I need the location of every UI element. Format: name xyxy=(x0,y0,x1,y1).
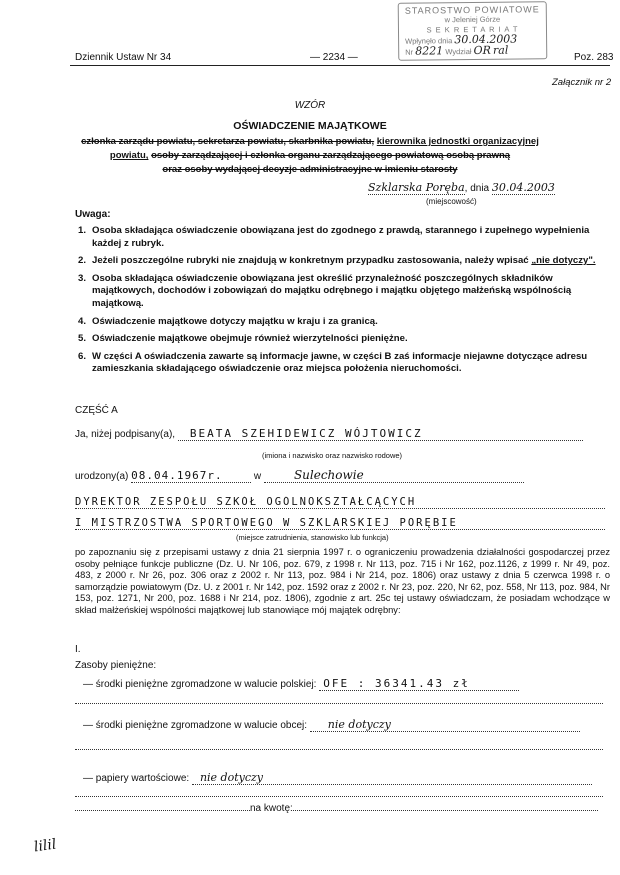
note-number: 4. xyxy=(78,315,87,327)
amount-field xyxy=(293,810,598,811)
notes-label: Uwaga: xyxy=(75,209,111,220)
birth-in: w xyxy=(253,471,262,482)
birth-prefix: urodzony(a) xyxy=(75,471,129,482)
amount-leader xyxy=(75,810,250,811)
birth-date: 08.04.1967r. xyxy=(131,469,251,483)
note-item xyxy=(78,316,610,329)
amount-label: na kwotę: xyxy=(250,803,293,814)
note-item xyxy=(78,225,610,250)
note-number: 3. xyxy=(78,272,87,284)
stamp-city: w Jeleniej Górze xyxy=(444,14,501,25)
note-text-wrap xyxy=(92,255,596,268)
stamp-nr-label: Nr xyxy=(405,47,414,57)
stamp-extra: ral xyxy=(492,43,509,57)
job-caption: (miejsce zatrudnienia, stanowisko lub funkcja) xyxy=(236,533,389,542)
foreign-label: — środki pieniężne zgromadzone w walucie obcej: xyxy=(83,720,308,731)
note-quote: „nie dotyczy". xyxy=(531,255,596,267)
stamp-received-date: 30.04.2003 xyxy=(454,32,518,47)
job-line-1: DYREKTOR ZESPOŁU SZKÓŁ OGÓLNOKSZTAŁCĄCYCH xyxy=(75,496,605,509)
legal-text: po zapoznaniu się z przepisami ustawy z dnia 21 sierpnia 1997 r. o ograniczeniu prowadzenia działalności gospodarczej przez osoby pełniące funkcje publiczne (Dz. U. Nr 106, poz. 679, z 1998 r. Nr 113, poz. 715 i Nr 162, poz.1126, z 1999 r. Nr 49, poz. 483, z 2000 r. Nr 26, poz. 306 oraz z 2002 r. Nr 113, poz. 984 i Nr 214, poz. 1806) oraz ustawy z dnia 5 czerwca 1998 r. o samorządzie powiatowym (Dz. U. z 2001 r. Nr 142, poz. 1592 oraz z 2002 r. Nr 23, poz. 220, Nr 62, poz. 558, Nr 113, poz. 984, Nr 153, poz. 1271, Nr 200, poz. 1688 i Nr 214, poz. 1806), zgodnie z art. 25c tej ustawy oświadczam, że posiadam wchodzące w skład małżeńskiej wspólności majątkowej lub stanowiące mój majątek odrębny: xyxy=(75,547,610,615)
name-handwritten: BEATA SZEHIDEWICZ WÓJTOWICZ xyxy=(178,427,583,441)
stamp-dept: S E K R E T A R I A T xyxy=(426,24,519,35)
note-item xyxy=(78,351,610,376)
name-caption: (imiona i nazwisko oraz nazwisko rodowe) xyxy=(262,451,403,460)
registry-stamp xyxy=(398,1,548,61)
note-number: 1. xyxy=(78,225,87,236)
title-line-1 xyxy=(0,136,620,147)
stamp-dept-value: OR xyxy=(473,43,491,57)
title-line-1-kept: kierownika jednostki organizacyjnej xyxy=(376,136,539,147)
place-date-row xyxy=(368,181,555,194)
date-prefix: , dnia xyxy=(464,183,490,194)
stamp-nr-row xyxy=(405,45,540,57)
note-text: Osoba składająca oświadczenie obowiązana jest do zgodnego z prawdą, starannego i zupełnego wypełnienia każdej z rubryk. xyxy=(92,225,590,249)
title-line-3-struck: oraz osoby wydającej decyzje administracyjne w imieniu starosty xyxy=(162,164,458,175)
note-number: 2. xyxy=(78,255,87,267)
section-roman: I. xyxy=(75,644,81,655)
note-item xyxy=(78,273,610,311)
birth-place: Sulechowie xyxy=(264,468,524,483)
note-item xyxy=(78,333,610,346)
securities-value: nie dotyczy xyxy=(192,771,592,785)
securities-continuation-line xyxy=(75,795,603,797)
note-text: Jeżeli poszczególne rubryki nie znajdują w konkretnym przypadku zastosowania, należy wpisać xyxy=(92,255,529,267)
title-line-2-kept: powiatu, xyxy=(109,150,149,161)
title-line-2-struck: osoby zarządzającej i członka organu zarządzającego powiatową osobą prawną xyxy=(151,150,511,161)
note-text: Oświadczenie majątkowe obejmuje również wierzytelności pieniężne. xyxy=(92,333,408,345)
part-a-heading: CZĘŚĆ A xyxy=(75,405,118,416)
note-item xyxy=(78,255,610,268)
place-caption: (miejscowość) xyxy=(426,197,477,206)
note-number: 6. xyxy=(78,350,87,362)
notes-list xyxy=(78,225,610,376)
header-rule xyxy=(70,65,610,66)
date-handwritten: 30.04.2003 xyxy=(491,181,555,194)
pln-row xyxy=(83,677,519,691)
title-line-3 xyxy=(0,164,620,175)
stamp-dept-label: Wydział xyxy=(445,47,472,57)
note-text: W części A oświadczenia zawarte są informacje jawne, w części B zaś informacje niejawne dotyczące adresu zamieszkania składającego oświadczenie oraz miejsca położenia nieruchomości. xyxy=(92,350,588,375)
foreign-value: nie dotyczy xyxy=(310,718,580,732)
amount-row xyxy=(75,803,598,814)
title-line-2 xyxy=(0,150,620,161)
section-label: Zasoby pieniężne: xyxy=(75,660,157,671)
name-row xyxy=(75,427,615,441)
foreign-continuation-line xyxy=(75,748,603,750)
form-label: WZÓR xyxy=(294,100,326,111)
place-handwritten: Szklarska Poręba xyxy=(368,181,465,194)
attachment-label: Załącznik nr 2 xyxy=(552,77,612,88)
stamp-nr-value: 8221 xyxy=(415,44,444,58)
stamp-office: STAROSTWO POWIATOWE xyxy=(404,4,540,16)
job-line-2: I MISTRZOSTWA SPORTOWEGO W SZKLARSKIEJ PORĘBIE xyxy=(75,517,605,530)
journal-name: Dziennik Ustaw Nr 34 xyxy=(75,52,172,63)
pln-label: — środki pieniężne zgromadzone w walucie polskiej: xyxy=(83,679,317,690)
handwritten-initials: lilil xyxy=(32,836,58,856)
note-number: 5. xyxy=(78,333,87,345)
name-prefix: Ja, niżej podpisany(a), xyxy=(75,429,176,440)
page-number: — 2234 — xyxy=(310,52,358,63)
pln-continuation-line xyxy=(75,702,603,704)
stamp-received-label: Wpłynęło dnia xyxy=(405,36,453,46)
note-text: Osoba składająca oświadczenie obowiązana jest określić przynależność poszczególnych składników majątkowych, dochodów i zobowiązań do majątku odrębnego i majątku objętego małżeńską wspólnością majątkową. xyxy=(92,272,572,309)
birth-row xyxy=(75,468,524,483)
note-text: Oświadczenie majątkowe dotyczy majątku w kraju i za granicą. xyxy=(92,315,378,327)
securities-label: — papiery wartościowe: xyxy=(83,773,190,784)
foreign-row xyxy=(83,718,580,732)
position-number: Poz. 283 xyxy=(574,52,614,63)
securities-row xyxy=(83,771,592,785)
form-title: OŚWIADCZENIE MAJĄTKOWE xyxy=(233,120,387,132)
pln-value: OFE : 36341.43 zł xyxy=(319,677,519,691)
title-line-1-struck: członka zarządu powiatu, sekretarza powiatu, skarbnika powiatu, xyxy=(81,136,375,147)
